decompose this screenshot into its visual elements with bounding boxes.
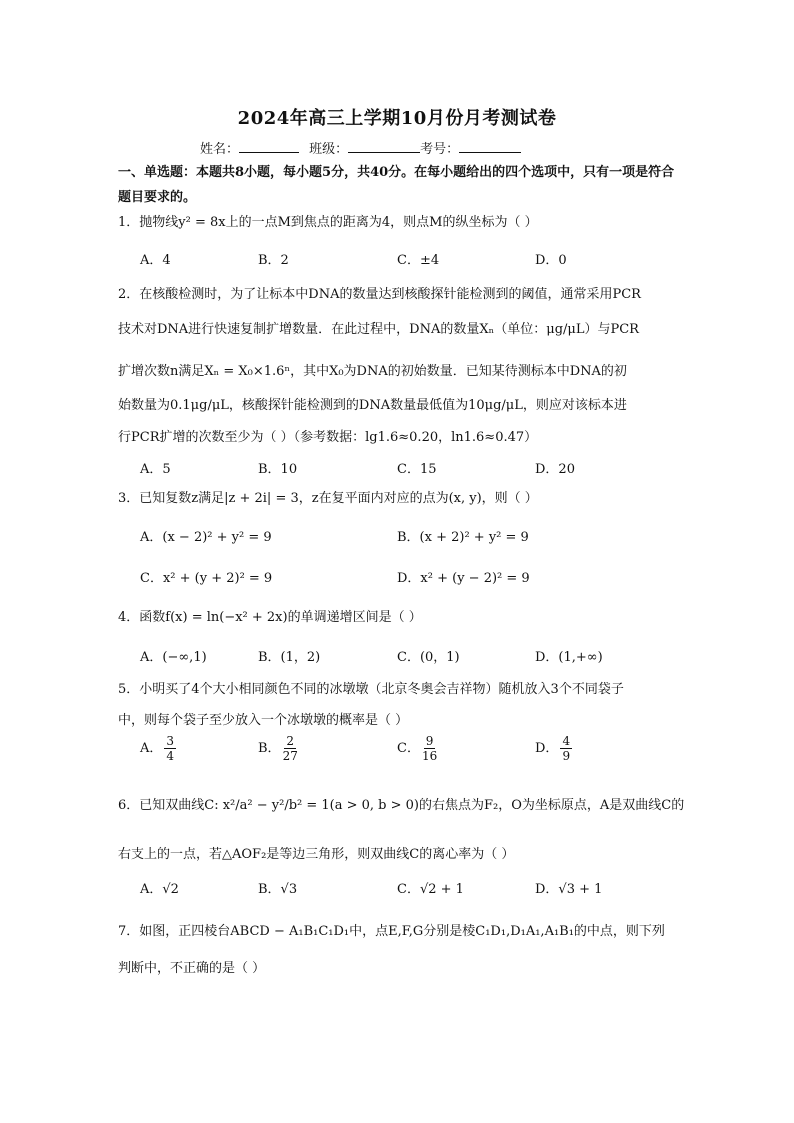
q4-option-b: B．(1，2) [258, 650, 321, 665]
fraction-numerator: 2 [286, 734, 295, 748]
question-5-line-2: 中，则每个袋子至少放入一个冰墩墩的概率是（ ） [118, 713, 409, 728]
fraction-numerator: 4 [562, 734, 571, 748]
q4-option-c: C．(0，1) [397, 650, 460, 665]
exam-no-label: 考号： [420, 142, 460, 157]
class-label: 班级： [309, 142, 349, 157]
q1-option-b: B．2 [258, 253, 289, 268]
question-5-line-1: 5．小明买了4个大小相同颜色不同的冰墩墩（北京冬奥会吉祥物）随机放入3个不同袋子 [118, 682, 624, 697]
question-2-line-4: 始数量为0.1μg/μL，核酸探针能检测到的DNA数量最低值为10μg/μL，则应对该标本进 [118, 398, 627, 413]
q2-option-d: D．20 [535, 462, 575, 477]
q6-option-c: C．√2 + 1 [397, 882, 464, 897]
question-6-line-2: 右支上的一点，若△AOF₂是等边三角形，则双曲线C的离心率为（ ） [118, 847, 515, 862]
q2-option-c: C．15 [397, 462, 437, 477]
q5-option-d-label: D． [535, 741, 559, 756]
q5-option-c-fraction [422, 734, 437, 763]
fraction-numerator: 9 [425, 734, 434, 748]
q1-option-d: D．0 [535, 253, 567, 268]
q3-option-d: D．x² + (y − 2)² = 9 [397, 571, 530, 586]
fraction-denominator: 9 [562, 749, 571, 763]
q6-option-d: D．√3 + 1 [535, 882, 603, 897]
q5-option-a-fraction [164, 734, 176, 763]
question-7-line-2: 判断中，不正确的是（ ） [118, 961, 266, 976]
q4-option-a: A．(−∞,1) [140, 650, 207, 665]
q5-option-b-fraction [283, 734, 298, 763]
student-info-line [200, 138, 521, 157]
question-1-stem: 1．抛物线y² = 8x上的一点M到焦点的距离为4，则点M的纵坐标为（ ） [118, 215, 538, 230]
question-2-line-3: 扩增次数n满足Xₙ = X₀×1.6ⁿ，其中X₀为DNA的初始数量．已知某待测标本中DNA的初 [118, 364, 627, 379]
q3-option-c: C．x² + (y + 2)² = 9 [140, 571, 273, 586]
question-3-stem: 3．已知复数z满足|z + 2i| = 3，z在复平面内对应的点为(x, y)，则（ ） [118, 491, 538, 506]
q5-option-a [140, 734, 178, 763]
q6-option-b: B．√3 [258, 882, 298, 897]
q6-option-a: A．√2 [140, 882, 179, 897]
question-2-line-1: 2．在核酸检测时，为了让标本中DNA的数量达到核酸探针能检测到的阈值，通常采用PCR [118, 287, 641, 302]
name-label: 姓名： [200, 142, 240, 157]
question-7-line-1: 7．如图，正四棱台ABCD − A₁B₁C₁D₁中，点E,F,G分别是棱C₁D₁,D₁A₁,A₁B₁的中点，则下列 [118, 924, 665, 939]
question-6-line-1: 6．已知双曲线C: x²/a² − y²/b² = 1(a > 0, b > 0)的右焦点为F₂，O为坐标原点，A是双曲线C的 [118, 798, 685, 813]
question-4-stem: 4．函数f(x) = ln(−x² + 2x)的单调递增区间是（ ） [118, 610, 422, 625]
question-2-line-2: 技术对DNA进行快速复制扩增数量．在此过程中，DNA的数量Xₙ（单位：μg/μL）与PCR [118, 322, 639, 337]
q5-option-d [535, 734, 574, 763]
name-blank[interactable] [239, 140, 299, 153]
fraction-numerator: 3 [166, 734, 175, 748]
q2-option-a: A．5 [140, 462, 171, 477]
fraction-denominator: 16 [421, 749, 438, 763]
q1-option-c: C．±4 [397, 253, 440, 268]
exam-no-blank[interactable] [459, 140, 521, 153]
q5-option-a-label: A． [140, 741, 163, 756]
fraction-denominator: 27 [282, 749, 298, 763]
section-heading: 一、单选题：本题共8小题，每小题5分，共40分。在每小题给出的四个选项中，只有一项是符合题目要求的。 [118, 165, 675, 205]
q5-option-c [397, 734, 439, 763]
q3-option-b: B．(x + 2)² + y² = 9 [397, 530, 529, 545]
exam-title: 2024年高三上学期10月份月考测试卷 [237, 108, 557, 129]
q5-option-c-label: C． [397, 741, 420, 756]
q3-option-a: A．(x − 2)² + y² = 9 [140, 530, 272, 545]
question-2-line-5: 行PCR扩增的次数至少为（ ）（参考数据：lg1.6≈0.20，ln1.6≈0.47） [118, 430, 538, 445]
q5-option-d-fraction [560, 734, 572, 763]
q1-option-a: A．4 [140, 253, 171, 268]
q2-option-b: B．10 [258, 462, 298, 477]
q5-option-b [258, 734, 300, 763]
q4-option-d: D．(1,+∞) [535, 650, 603, 665]
q5-option-b-label: B． [258, 741, 281, 756]
class-blank[interactable] [348, 140, 420, 153]
fraction-denominator: 4 [166, 749, 175, 763]
